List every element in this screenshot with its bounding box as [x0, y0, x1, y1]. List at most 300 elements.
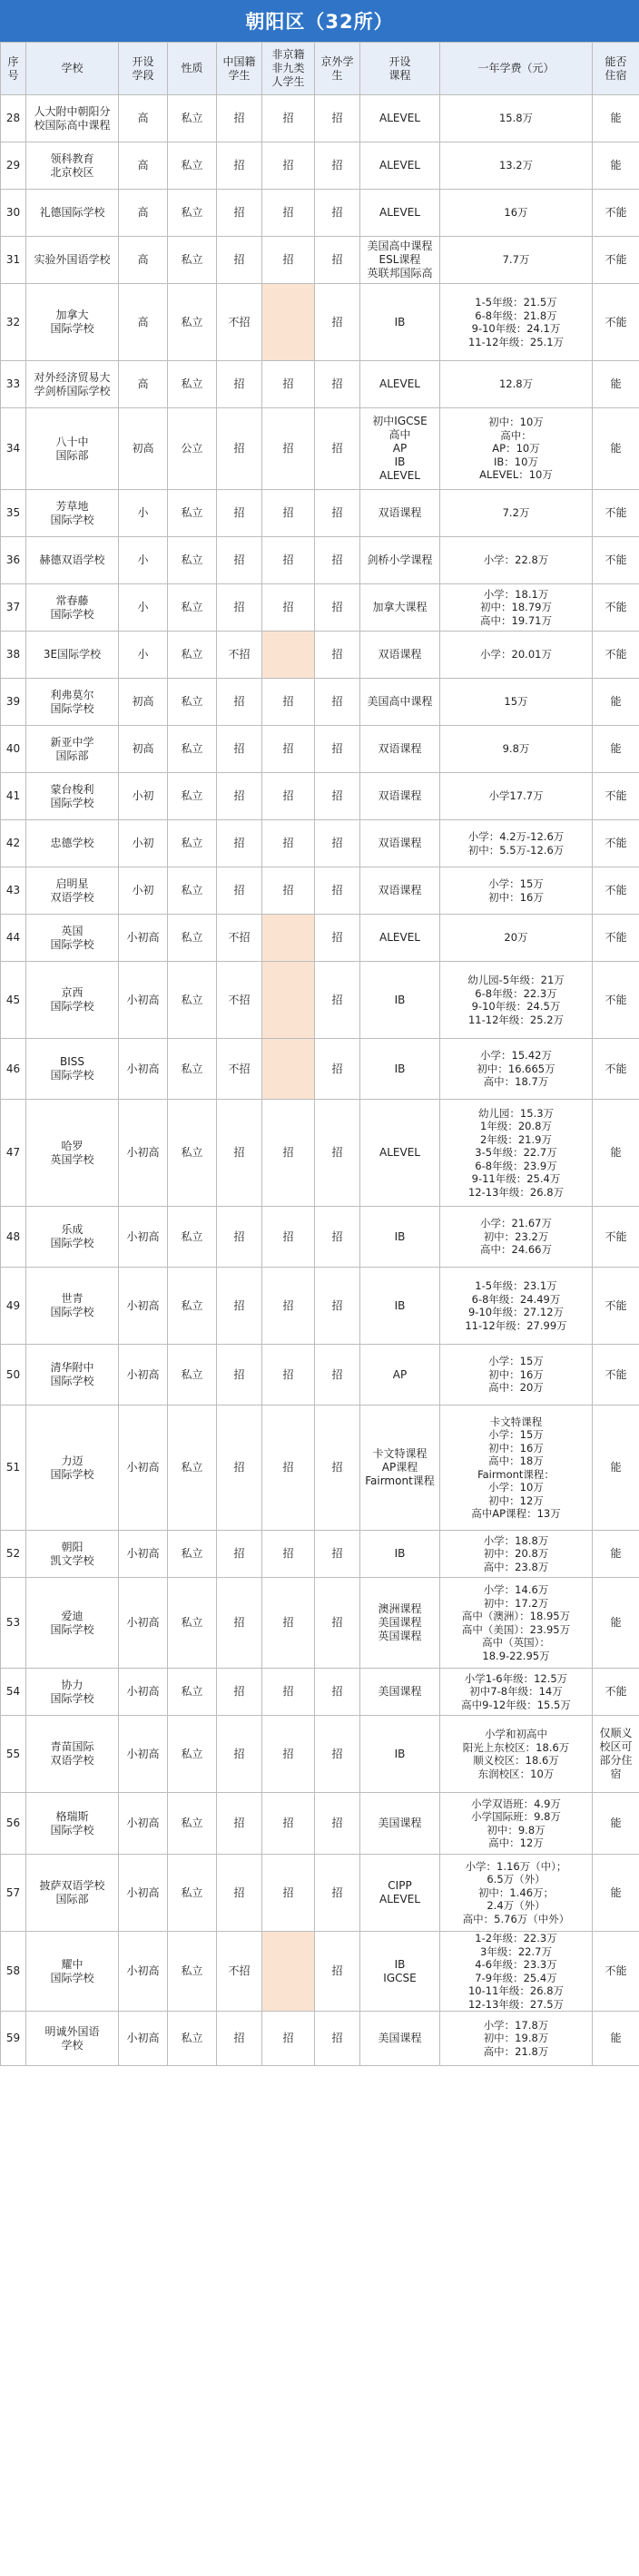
cell-course: IB	[360, 1207, 440, 1268]
cell-course: 美国课程	[360, 1669, 440, 1716]
cell-boarding: 能	[593, 95, 639, 142]
cell-school: 蒙台梭利 国际学校	[26, 773, 119, 820]
table-row	[1, 1531, 639, 1578]
cell-boarding: 不能	[593, 820, 639, 867]
cell-no: 49	[1, 1268, 26, 1345]
cell-chinese-students: 招	[217, 537, 262, 584]
cell-fee: 小学：22.8万	[440, 537, 593, 584]
cell-type: 私立	[168, 1100, 217, 1207]
cell-foreign-students: 招	[315, 1793, 360, 1855]
cell-type: 私立	[168, 726, 217, 773]
header-school: 学校	[26, 43, 119, 95]
cell-school: 哈罗 英国学校	[26, 1100, 119, 1207]
cell-course: AP	[360, 1345, 440, 1406]
cell-chinese-students: 不招	[217, 915, 262, 962]
cell-foreign-students: 招	[315, 773, 360, 820]
cell-course: IB	[360, 1268, 440, 1345]
cell-course: 美国高中课程	[360, 679, 440, 726]
cell-no: 30	[1, 190, 26, 237]
cell-course: IB IGCSE	[360, 1932, 440, 2012]
cell-non-beijing-students: 招	[262, 679, 315, 726]
cell-fee: 小学：14.6万 初中：17.2万 高中（澳洲）：18.95万 高中（美国）：23.95万 高中（英国）： 18.9-22.95万	[440, 1578, 593, 1669]
cell-school: 实验外国语学校	[26, 237, 119, 284]
cell-stage: 小初	[119, 820, 168, 867]
cell-school: 八十中 国际部	[26, 408, 119, 490]
header-non-beijing-students: 非京籍 非九类 人学生	[262, 43, 315, 95]
cell-no: 46	[1, 1039, 26, 1100]
header-course: 开设 课程	[360, 43, 440, 95]
table-row	[1, 584, 639, 632]
cell-fee: 小学：15.42万 初中：16.665万 高中：18.7万	[440, 1039, 593, 1100]
cell-no: 33	[1, 361, 26, 408]
cell-course: ALEVEL	[360, 95, 440, 142]
table-row	[1, 820, 639, 867]
cell-boarding: 不能	[593, 284, 639, 361]
cell-foreign-students: 招	[315, 1855, 360, 1932]
cell-chinese-students: 招	[217, 490, 262, 537]
table-row	[1, 1716, 639, 1793]
cell-foreign-students: 招	[315, 726, 360, 773]
cell-foreign-students: 招	[315, 142, 360, 190]
cell-course: ALEVEL	[360, 1100, 440, 1207]
cell-boarding: 能	[593, 1100, 639, 1207]
cell-chinese-students: 招	[217, 1716, 262, 1793]
cell-fee: 7.7万	[440, 237, 593, 284]
cell-school: 乐成 国际学校	[26, 1207, 119, 1268]
cell-chinese-students: 招	[217, 1793, 262, 1855]
cell-boarding: 不能	[593, 237, 639, 284]
school-table	[0, 42, 639, 2066]
table-row	[1, 1345, 639, 1406]
cell-foreign-students: 招	[315, 361, 360, 408]
cell-fee: 15.8万	[440, 95, 593, 142]
cell-stage: 初高	[119, 408, 168, 490]
cell-foreign-students: 招	[315, 632, 360, 679]
cell-no: 32	[1, 284, 26, 361]
cell-type: 私立	[168, 915, 217, 962]
header-foreign-students: 京外学 生	[315, 43, 360, 95]
cell-school: 芳草地 国际学校	[26, 490, 119, 537]
cell-non-beijing-students	[262, 632, 315, 679]
cell-stage: 小初高	[119, 1345, 168, 1406]
cell-non-beijing-students: 招	[262, 142, 315, 190]
cell-type: 私立	[168, 1932, 217, 2012]
cell-type: 私立	[168, 361, 217, 408]
cell-course: 双语课程	[360, 867, 440, 915]
cell-non-beijing-students: 招	[262, 190, 315, 237]
cell-no: 50	[1, 1345, 26, 1406]
cell-type: 私立	[168, 237, 217, 284]
cell-fee: 小学：18.1万 初中：18.79万 高中：19.71万	[440, 584, 593, 632]
cell-boarding: 能	[593, 726, 639, 773]
cell-non-beijing-students	[262, 1039, 315, 1100]
cell-foreign-students: 招	[315, 190, 360, 237]
cell-stage: 高	[119, 237, 168, 284]
cell-foreign-students: 招	[315, 408, 360, 490]
cell-stage: 小初高	[119, 1578, 168, 1669]
cell-fee: 小学17.7万	[440, 773, 593, 820]
cell-chinese-students: 招	[217, 408, 262, 490]
cell-school: 清华附中 国际学校	[26, 1345, 119, 1406]
cell-no: 59	[1, 2012, 26, 2066]
cell-non-beijing-students: 招	[262, 2012, 315, 2066]
cell-school: 英国 国际学校	[26, 915, 119, 962]
cell-course: CIPP ALEVEL	[360, 1855, 440, 1932]
header-type: 性质	[168, 43, 217, 95]
cell-foreign-students: 招	[315, 490, 360, 537]
table-row	[1, 1855, 639, 1932]
cell-non-beijing-students: 招	[262, 490, 315, 537]
cell-non-beijing-students: 招	[262, 1531, 315, 1578]
cell-no: 58	[1, 1932, 26, 2012]
cell-stage: 小初高	[119, 1716, 168, 1793]
cell-foreign-students: 招	[315, 284, 360, 361]
cell-boarding: 能	[593, 1531, 639, 1578]
cell-boarding: 不能	[593, 632, 639, 679]
cell-course: 双语课程	[360, 773, 440, 820]
cell-stage: 小初高	[119, 1855, 168, 1932]
cell-stage: 高	[119, 142, 168, 190]
cell-fee: 小学：1.16万（中）； 6.5万（外） 初中：1.46万； 2.4万（外） 高中：5.76万（中外）	[440, 1855, 593, 1932]
cell-boarding: 不能	[593, 1268, 639, 1345]
cell-no: 29	[1, 142, 26, 190]
table-row	[1, 1039, 639, 1100]
cell-chinese-students: 招	[217, 142, 262, 190]
table-row	[1, 1406, 639, 1531]
cell-boarding: 能	[593, 1578, 639, 1669]
cell-stage: 小初高	[119, 915, 168, 962]
cell-boarding: 能	[593, 1855, 639, 1932]
cell-non-beijing-students: 招	[262, 1669, 315, 1716]
cell-chinese-students: 招	[217, 1207, 262, 1268]
cell-foreign-students: 招	[315, 1932, 360, 2012]
cell-no: 52	[1, 1531, 26, 1578]
cell-no: 39	[1, 679, 26, 726]
table-row	[1, 1207, 639, 1268]
cell-non-beijing-students: 招	[262, 1345, 315, 1406]
cell-fee: 小学：15万 初中：16万 高中：20万	[440, 1345, 593, 1406]
cell-fee: 16万	[440, 190, 593, 237]
cell-stage: 小初高	[119, 2012, 168, 2066]
cell-school: 启明星 双语学校	[26, 867, 119, 915]
cell-chinese-students: 不招	[217, 632, 262, 679]
cell-course: IB	[360, 1531, 440, 1578]
cell-non-beijing-students: 招	[262, 237, 315, 284]
cell-boarding: 不能	[593, 1039, 639, 1100]
cell-school: 加拿大 国际学校	[26, 284, 119, 361]
cell-stage: 小初高	[119, 1207, 168, 1268]
cell-type: 私立	[168, 867, 217, 915]
cell-chinese-students: 招	[217, 820, 262, 867]
cell-type: 私立	[168, 1039, 217, 1100]
cell-boarding: 能	[593, 361, 639, 408]
cell-no: 45	[1, 962, 26, 1039]
cell-type: 私立	[168, 679, 217, 726]
cell-boarding: 不能	[593, 1932, 639, 2012]
cell-fee: 小学：15万 初中：16万	[440, 867, 593, 915]
cell-boarding: 不能	[593, 1345, 639, 1406]
cell-non-beijing-students: 招	[262, 408, 315, 490]
cell-type: 私立	[168, 1268, 217, 1345]
cell-fee: 小学1-6年级：12.5万 初中7-8年级：14万 高中9-12年级：15.5万	[440, 1669, 593, 1716]
cell-school: 人大附中朝阳分 校国际高中课程	[26, 95, 119, 142]
cell-non-beijing-students: 招	[262, 1207, 315, 1268]
cell-chinese-students: 招	[217, 2012, 262, 2066]
cell-boarding: 不能	[593, 773, 639, 820]
cell-stage: 小初高	[119, 1793, 168, 1855]
cell-course: 卡文特课程 AP课程 Fairmont课程	[360, 1406, 440, 1531]
cell-stage: 小初	[119, 867, 168, 915]
cell-fee: 1-5年级：23.1万 6-8年级：24.49万 9-10年级：27.12万 11-12年级：27.99万	[440, 1268, 593, 1345]
cell-course: ALEVEL	[360, 915, 440, 962]
cell-stage: 小初高	[119, 1531, 168, 1578]
cell-type: 私立	[168, 1345, 217, 1406]
cell-course: 剑桥小学课程	[360, 537, 440, 584]
cell-fee: 小学：17.8万 初中：19.8万 高中：21.8万	[440, 2012, 593, 2066]
cell-non-beijing-students: 招	[262, 537, 315, 584]
cell-foreign-students: 招	[315, 962, 360, 1039]
cell-stage: 小初高	[119, 1100, 168, 1207]
cell-course: 初中IGCSE 高中 AP IB ALEVEL	[360, 408, 440, 490]
table-row	[1, 1669, 639, 1716]
cell-boarding: 不能	[593, 1207, 639, 1268]
cell-chinese-students: 招	[217, 361, 262, 408]
cell-school: 京西 国际学校	[26, 962, 119, 1039]
cell-boarding: 不能	[593, 490, 639, 537]
cell-chinese-students: 不招	[217, 284, 262, 361]
cell-chinese-students: 招	[217, 190, 262, 237]
table-row	[1, 632, 639, 679]
table-row	[1, 773, 639, 820]
cell-no: 31	[1, 237, 26, 284]
cell-stage: 小初高	[119, 1932, 168, 2012]
table-row	[1, 537, 639, 584]
cell-type: 私立	[168, 490, 217, 537]
header-stage: 开设 学段	[119, 43, 168, 95]
table-row	[1, 962, 639, 1039]
cell-no: 57	[1, 1855, 26, 1932]
cell-foreign-students: 招	[315, 1406, 360, 1531]
cell-foreign-students: 招	[315, 820, 360, 867]
cell-course: 澳洲课程 美国课程 英国课程	[360, 1578, 440, 1669]
table-row	[1, 1793, 639, 1855]
table-row	[1, 490, 639, 537]
cell-fee: 1-2年级：22.3万 3年级：22.7万 4-6年级：23.3万 7-9年级：25.4万 10-11年级：26.8万 12-13年级：27.5万	[440, 1932, 593, 2012]
cell-stage: 高	[119, 190, 168, 237]
cell-school: 礼德国际学校	[26, 190, 119, 237]
cell-foreign-students: 招	[315, 237, 360, 284]
table-row	[1, 1578, 639, 1669]
cell-chinese-students: 招	[217, 1531, 262, 1578]
cell-type: 私立	[168, 142, 217, 190]
cell-boarding: 仅顺义 校区可 部分住 宿	[593, 1716, 639, 1793]
table-row	[1, 361, 639, 408]
table-row	[1, 142, 639, 190]
cell-boarding: 能	[593, 679, 639, 726]
cell-stage: 初高	[119, 679, 168, 726]
cell-stage: 小初高	[119, 1669, 168, 1716]
cell-course: IB	[360, 284, 440, 361]
cell-boarding: 能	[593, 142, 639, 190]
cell-stage: 小	[119, 584, 168, 632]
table-row	[1, 284, 639, 361]
cell-boarding: 不能	[593, 584, 639, 632]
cell-school: 世青 国际学校	[26, 1268, 119, 1345]
cell-chinese-students: 招	[217, 773, 262, 820]
table-row	[1, 915, 639, 962]
cell-course: 美国课程	[360, 2012, 440, 2066]
header-no: 序号	[1, 43, 26, 95]
cell-course: IB	[360, 962, 440, 1039]
table-row	[1, 237, 639, 284]
cell-type: 私立	[168, 1406, 217, 1531]
table-row	[1, 95, 639, 142]
cell-school: 青苗国际 双语学校	[26, 1716, 119, 1793]
cell-non-beijing-students	[262, 962, 315, 1039]
cell-fee: 9.8万	[440, 726, 593, 773]
cell-type: 私立	[168, 1207, 217, 1268]
cell-chinese-students: 招	[217, 95, 262, 142]
cell-non-beijing-students	[262, 915, 315, 962]
cell-school: 格瑞斯 国际学校	[26, 1793, 119, 1855]
cell-type: 私立	[168, 632, 217, 679]
cell-stage: 小	[119, 632, 168, 679]
cell-boarding: 能	[593, 2012, 639, 2066]
cell-chinese-students: 招	[217, 1406, 262, 1531]
cell-stage: 小初高	[119, 1039, 168, 1100]
cell-fee: 1-5年级：21.5万 6-8年级：21.8万 9-10年级：24.1万 11-12年级：25.1万	[440, 284, 593, 361]
cell-type: 私立	[168, 537, 217, 584]
cell-boarding: 不能	[593, 915, 639, 962]
cell-no: 43	[1, 867, 26, 915]
header-chinese-students: 中国籍 学生	[217, 43, 262, 95]
cell-boarding: 不能	[593, 1669, 639, 1716]
cell-no: 48	[1, 1207, 26, 1268]
cell-no: 34	[1, 408, 26, 490]
cell-type: 私立	[168, 95, 217, 142]
cell-fee: 幼儿园：15.3万 1年级：20.8万 2年级：21.9万 3-5年级：22.7万 6-8年级：23.9万 9-11年级：25.4万 12-13年级：26.8万	[440, 1100, 593, 1207]
cell-school: 新亚中学 国际部	[26, 726, 119, 773]
cell-stage: 小初	[119, 773, 168, 820]
cell-foreign-students: 招	[315, 95, 360, 142]
cell-chinese-students: 招	[217, 237, 262, 284]
cell-no: 42	[1, 820, 26, 867]
cell-foreign-students: 招	[315, 584, 360, 632]
cell-boarding: 不能	[593, 537, 639, 584]
cell-type: 私立	[168, 820, 217, 867]
cell-no: 41	[1, 773, 26, 820]
cell-no: 54	[1, 1669, 26, 1716]
cell-boarding: 能	[593, 1406, 639, 1531]
cell-school: 忠德学校	[26, 820, 119, 867]
table-row	[1, 679, 639, 726]
cell-course: IB	[360, 1039, 440, 1100]
cell-type: 私立	[168, 1578, 217, 1669]
cell-school: 常春藤 国际学校	[26, 584, 119, 632]
cell-non-beijing-students: 招	[262, 820, 315, 867]
cell-non-beijing-students: 招	[262, 584, 315, 632]
cell-stage: 小初高	[119, 1268, 168, 1345]
cell-no: 40	[1, 726, 26, 773]
cell-type: 私立	[168, 773, 217, 820]
cell-school: 披萨双语学校 国际部	[26, 1855, 119, 1932]
cell-foreign-students: 招	[315, 1531, 360, 1578]
cell-chinese-students: 招	[217, 726, 262, 773]
cell-stage: 初高	[119, 726, 168, 773]
cell-no: 37	[1, 584, 26, 632]
cell-fee: 初中：10万 高中： AP：10万 IB：10万 ALEVEL：10万	[440, 408, 593, 490]
cell-course: ALEVEL	[360, 142, 440, 190]
cell-fee: 小学和初高中 阳光上东校区：18.6万 顺义校区：18.6万 东润校区：10万	[440, 1716, 593, 1793]
cell-non-beijing-students: 招	[262, 1100, 315, 1207]
cell-no: 36	[1, 537, 26, 584]
cell-chinese-students: 招	[217, 1578, 262, 1669]
cell-course: ALEVEL	[360, 190, 440, 237]
cell-boarding: 能	[593, 1793, 639, 1855]
cell-boarding: 能	[593, 408, 639, 490]
table-row	[1, 726, 639, 773]
header-row	[1, 43, 639, 95]
cell-stage: 高	[119, 95, 168, 142]
cell-chinese-students: 招	[217, 1100, 262, 1207]
cell-non-beijing-students	[262, 284, 315, 361]
cell-school: 力迈 国际学校	[26, 1406, 119, 1531]
cell-foreign-students: 招	[315, 1716, 360, 1793]
cell-stage: 小初高	[119, 1406, 168, 1531]
cell-school: BISS 国际学校	[26, 1039, 119, 1100]
cell-non-beijing-students: 招	[262, 1268, 315, 1345]
cell-chinese-students: 招	[217, 867, 262, 915]
cell-non-beijing-students: 招	[262, 1855, 315, 1932]
header-boarding: 能否 住宿	[593, 43, 639, 95]
cell-no: 35	[1, 490, 26, 537]
cell-course: 美国高中课程 ESL课程 英联邦国际高	[360, 237, 440, 284]
cell-type: 私立	[168, 962, 217, 1039]
cell-fee: 7.2万	[440, 490, 593, 537]
cell-fee: 13.2万	[440, 142, 593, 190]
cell-boarding: 不能	[593, 867, 639, 915]
cell-school: 协力 国际学校	[26, 1669, 119, 1716]
table-row	[1, 867, 639, 915]
cell-foreign-students: 招	[315, 1268, 360, 1345]
cell-no: 44	[1, 915, 26, 962]
cell-course: ALEVEL	[360, 361, 440, 408]
cell-chinese-students: 不招	[217, 1039, 262, 1100]
cell-foreign-students: 招	[315, 679, 360, 726]
table-row	[1, 1100, 639, 1207]
cell-non-beijing-students: 招	[262, 867, 315, 915]
cell-course: 双语课程	[360, 820, 440, 867]
cell-type: 私立	[168, 284, 217, 361]
cell-chinese-students: 招	[217, 1855, 262, 1932]
cell-type: 私立	[168, 1669, 217, 1716]
cell-type: 私立	[168, 2012, 217, 2066]
cell-course: 美国课程	[360, 1793, 440, 1855]
cell-non-beijing-students: 招	[262, 1793, 315, 1855]
cell-fee: 小学：21.67万 初中：23.2万 高中：24.66万	[440, 1207, 593, 1268]
cell-course: 双语课程	[360, 490, 440, 537]
cell-stage: 小初高	[119, 962, 168, 1039]
cell-stage: 小	[119, 490, 168, 537]
cell-fee: 20万	[440, 915, 593, 962]
cell-type: 私立	[168, 1716, 217, 1793]
cell-fee: 幼儿园-5年级：21万 6-8年级：22.3万 9-10年级：24.5万 11-12年级：25.2万	[440, 962, 593, 1039]
cell-non-beijing-students: 招	[262, 95, 315, 142]
cell-no: 38	[1, 632, 26, 679]
cell-chinese-students: 招	[217, 1669, 262, 1716]
cell-stage: 小	[119, 537, 168, 584]
cell-boarding: 不能	[593, 190, 639, 237]
